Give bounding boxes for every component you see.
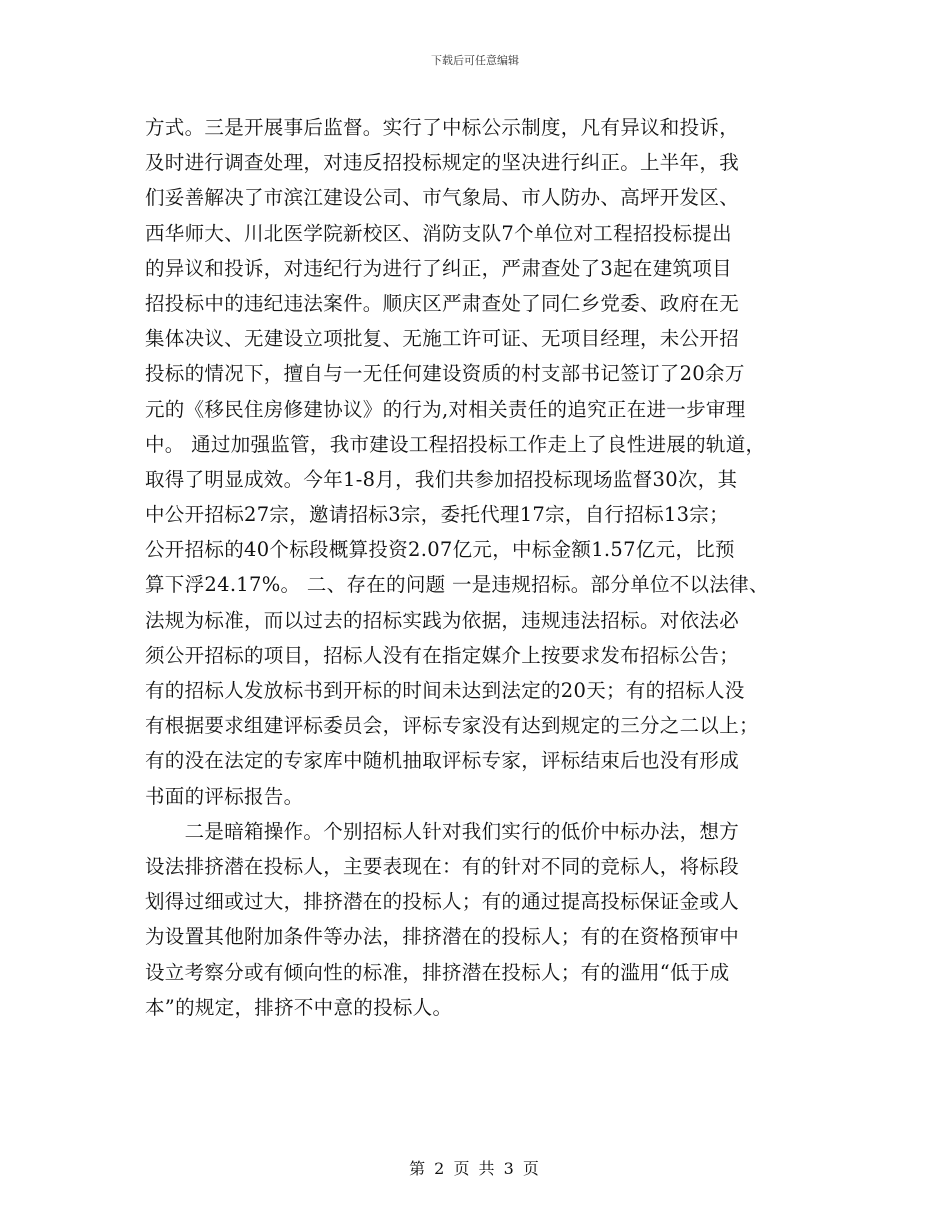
- text-line: 有的招标人发放标书到开标的时间未达到法定的20天；有的招标人没: [145, 679, 745, 702]
- text-line: 法规为标准，而以过去的招标实践为依据，违规违法招标。对依法必: [145, 608, 740, 632]
- text-line: 投标的情况下，擅自与一无任何建设资质的村支部书记签订了20余万: [145, 362, 745, 386]
- text-line: 设立考察分或有倾向性的标准，排挤潜在投标人；有的滥用“低于成: [145, 960, 730, 984]
- text-line: 算下浮24.17%。 二、存在的问题 一是违规招标。部分单位不以法律、: [145, 573, 769, 597]
- text-line: 及时进行调查处理，对违反招投标规定的坚决进行纠正。上半年，我: [145, 151, 740, 175]
- page-number: 第 2 页 共 3 页: [409, 1159, 541, 1178]
- text-line: 有根据要求组建评标委员会，评标专家没有达到规定的三分之二以上；: [145, 714, 759, 738]
- text-line: 书面的评标报告。: [145, 784, 304, 808]
- text-line: 取得了明显成效。今年1-8月，我们共参加招投标现场监督30次，其: [145, 467, 738, 491]
- text-line: 中公开招标27宗，邀请招标3宗，委托代理17宗，自行招标13宗；: [145, 503, 729, 527]
- text-line: 本”的规定，排挤不中意的投标人。: [145, 995, 453, 1019]
- page-header: 下载后可任意编辑: [431, 54, 519, 67]
- text-line: 中。 通过加强监管，我市建设工程招投标工作走上了良性进展的轨道，: [145, 432, 766, 456]
- text-line: 公开招标的40个标段概算投资2.07亿元，中标金额1.57亿元，比预: [145, 538, 735, 562]
- text-line: 有的没在法定的专家库中随机抽取评标专家，评标结束后也没有形成: [145, 749, 740, 773]
- text-line: 须公开招标的项目，招标人没有在指定媒介上按要求发布招标公告；: [145, 643, 740, 667]
- text-line: 二是暗箱操作。个别招标人针对我们实行的低价中标办法，想方: [145, 819, 740, 843]
- text-line: 集体决议、无建设立项批复、无施工许可证、无项目经理，未公开招: [145, 327, 740, 351]
- text-line: 为设置其他附加条件等办法，排挤潜在的投标人；有的在资格预审中: [145, 925, 740, 949]
- text-line: 划得过细或过大，排挤潜在的投标人；有的通过提高投标保证金或人: [145, 890, 740, 914]
- text-line: 方式。三是开展事后监督。实行了中标公示制度，凡有异议和投诉，: [145, 116, 740, 139]
- text-line: 西华师大、川北医学院新校区、消防支队7个单位对工程招投标提出: [145, 221, 732, 245]
- text-line: 的异议和投诉，对违纪行为进行了纠正，严肃查处了3起在建筑项目: [145, 256, 732, 280]
- text-line: 设法排挤潜在投标人，主要表现在：有的针对不同的竞标人，将标段: [145, 854, 740, 878]
- text-line: 招投标中的违纪违法案件。顺庆区严肃查处了同仁乡党委、政府在无: [145, 291, 740, 315]
- text-line: 们妥善解决了市滨江建设公司、市气象局、市人防办、高坪开发区、: [145, 186, 740, 210]
- document-body: [145, 110, 825, 1025]
- text-line: 元的《移民住房修建协议》的行为,对相关责任的追究正在进一步审理: [145, 397, 746, 421]
